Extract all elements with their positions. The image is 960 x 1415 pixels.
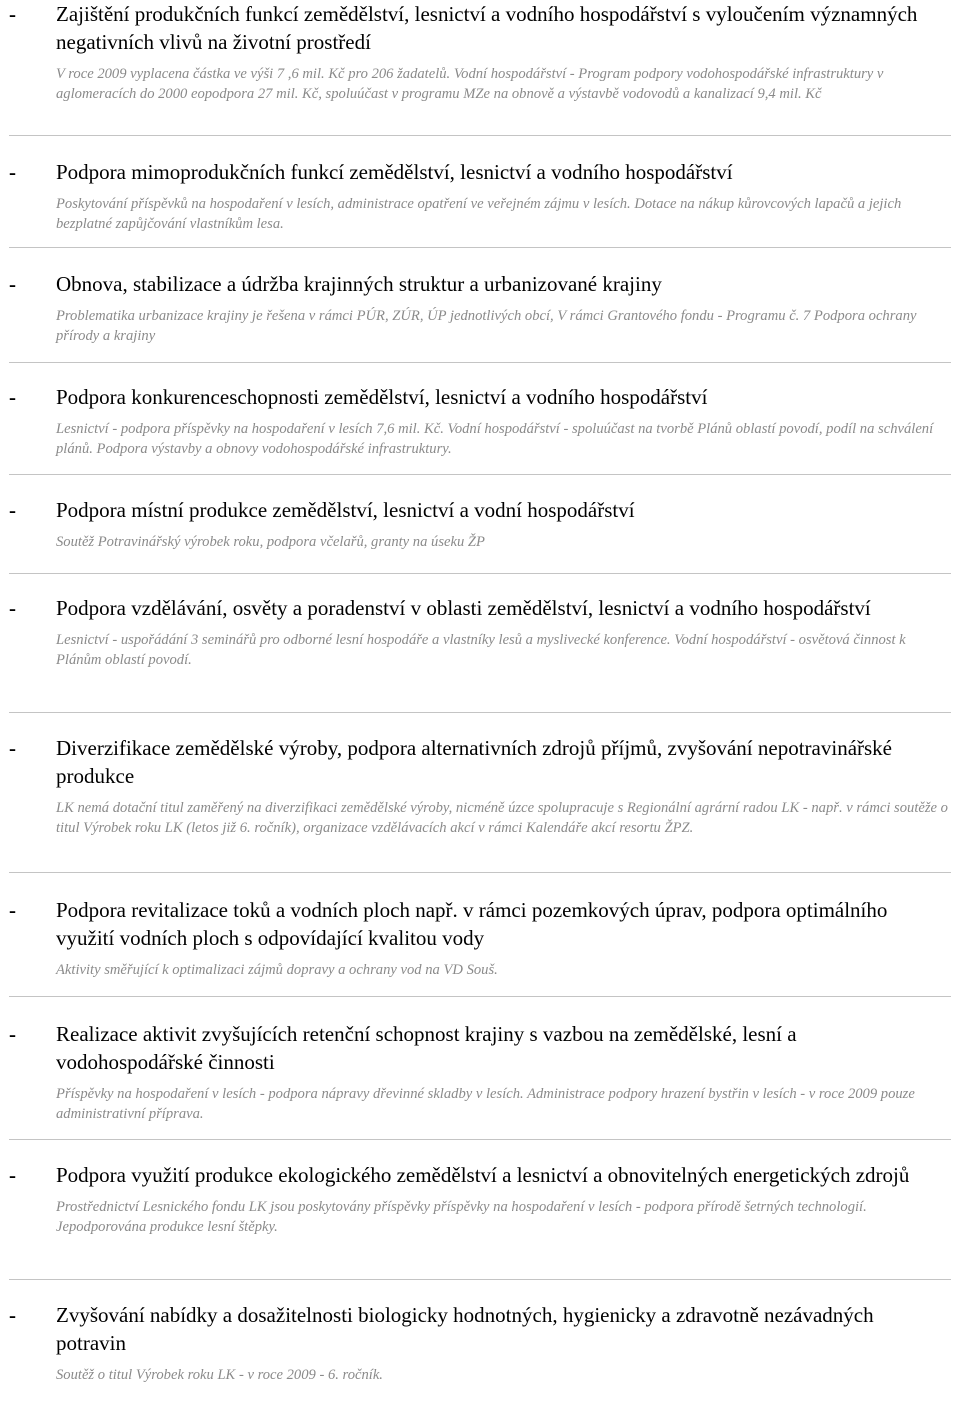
section-divider (9, 712, 951, 713)
section-heading: Podpora místní produkce zemědělství, lesnictví a vodní hospodářství (56, 498, 635, 522)
section-note: Aktivity směřující k optimalizaci zájmů dopravy a ochrany vod na VD Souš. (56, 962, 498, 978)
bullet-dash: - (9, 1022, 16, 1046)
section-3 (0, 270, 960, 346)
bullet-dash: - (9, 2, 16, 26)
bullet-dash: - (9, 272, 16, 296)
bullet-dash: - (9, 385, 16, 409)
section-divider (9, 1279, 951, 1280)
section-11 (0, 1301, 960, 1385)
section-divider (9, 573, 951, 574)
section-10 (0, 1161, 960, 1237)
section-heading: Podpora vzdělávání, osvěty a poradenství v oblasti zemědělství, lesnictví a vodního hospodářství (56, 596, 871, 620)
section-note: V roce 2009 vyplacena částka ve výši 7 ,6 mil. Kč pro 206 žadatelů. Vodní hospodářství - Program podpory vodohospodářské infrastruktury v aglomeracích do 2000 eopodpora 27 mil. Kč, spoluúčast v programu MZe na obnově a výstavbě vodovodů a kanalizací 9,4 mil. Kč (56, 66, 884, 102)
section-note: Lesnictví - podpora příspěvky na hospodaření v lesích 7,6 mil. Kč. Vodní hospodářství - spoluúčast na tvorbě Plánů oblastí povodí, podíl na schválení plánů. Podpora výstavby a obnovy vodohospodářské infrastruktury. (56, 421, 934, 457)
bullet-dash: - (9, 898, 16, 922)
section-note: Problematika urbanizace krajiny je řešena v rámci PÚR, ZÚR, ÚP jednotlivých obcí, V rámci Grantového fondu - Programu č. 7 Podpora ochrany přírody a krajiny (56, 308, 917, 344)
section-2 (0, 158, 960, 234)
section-1 (0, 0, 960, 104)
section-heading: Zvyšování nabídky a dosažitelnosti biologicky hodnotných, hygienicky a zdravotně nezávadných potravin (56, 1303, 874, 1355)
section-9 (0, 1020, 960, 1124)
section-heading: Realizace aktivit zvyšujících retenční schopnost krajiny s vazbou na zemědělské, lesní a vodohospodářské činnosti (56, 1022, 797, 1074)
section-note: Prostřednictví Lesnického fondu LK jsou poskytovány příspěvky příspěvky na hospodaření v lesích - podpora přírodě šetrných technologií. Jepodporována produkce lesní štěpky. (56, 1199, 867, 1235)
bullet-dash: - (9, 596, 16, 620)
section-note: LK nemá dotační titul zaměřený na diverzifikaci zemědělské výroby, nicméně úzce spolupracuje s Regionální agrární radou LK - např. v rámci soutěže o titul Výrobek roku LK (letos již 6. ročník), organizace vzdělávacích akcí v rámci Kalendáře akcí resortu ŽPZ. (56, 800, 948, 836)
section-heading: Zajištění produkčních funkcí zemědělství, lesnictví a vodního hospodářství s vyloučením významných negativních vlivů na životní prostředí (56, 2, 918, 54)
section-4 (0, 383, 960, 459)
bullet-dash: - (9, 1163, 16, 1187)
section-note: Soutěž Potravinářský výrobek roku, podpora včelařů, granty na úseku ŽP (56, 534, 485, 550)
section-note: Poskytování příspěvků na hospodaření v lesích, administrace opatření ve veřejném zájmu v lesích. Dotace na nákup kůrovcových lapačů a jejich bezplatné zapůjčování vlastníkům lesa. (56, 196, 902, 232)
section-heading: Podpora revitalizace toků a vodních ploch např. v rámci pozemkových úprav, podpora optimálního využití vodních ploch s odpovídající kvalitou vody (56, 898, 888, 950)
section-divider (9, 996, 951, 997)
section-note: Lesnictví - uspořádání 3 seminářů pro odborné lesní hospodáře a vlastníky lesů a myslivecké konference. Vodní hospodářství - osvětová činnost k Plánům oblastí povodí. (56, 632, 906, 668)
section-divider (9, 247, 951, 248)
section-7 (0, 734, 960, 838)
section-6 (0, 594, 960, 670)
section-heading: Podpora mimoprodukčních funkcí zemědělství, lesnictví a vodního hospodářství (56, 160, 733, 184)
bullet-dash: - (9, 1303, 16, 1327)
section-8 (0, 896, 960, 980)
section-heading: Podpora využití produkce ekologického zemědělství a lesnictví a obnovitelných energetických zdrojů (56, 1163, 910, 1187)
bullet-dash: - (9, 160, 16, 184)
section-heading: Diverzifikace zemědělské výroby, podpora alternativních zdrojů příjmů, zvyšování nepotravinářské produkce (56, 736, 893, 788)
section-heading: Podpora konkurenceschopnosti zemědělství, lesnictví a vodního hospodářství (56, 385, 708, 409)
bullet-dash: - (9, 736, 16, 760)
section-divider (9, 1139, 951, 1140)
section-divider (9, 474, 951, 475)
section-note: Soutěž o titul Výrobek roku LK - v roce 2009 - 6. ročník. (56, 1367, 383, 1383)
section-divider (9, 872, 951, 873)
bullet-dash: - (9, 498, 16, 522)
section-5 (0, 496, 960, 552)
section-note: Příspěvky na hospodaření v lesích - podpora nápravy dřevinné skladby v lesích. Administrace podpory hrazení bystřin v lesích - v roce 2009 pouze administrativní příprava. (56, 1086, 915, 1122)
section-divider (9, 135, 951, 136)
section-heading: Obnova, stabilizace a údržba krajinných struktur a urbanizované krajiny (56, 272, 662, 296)
section-divider (9, 362, 951, 363)
